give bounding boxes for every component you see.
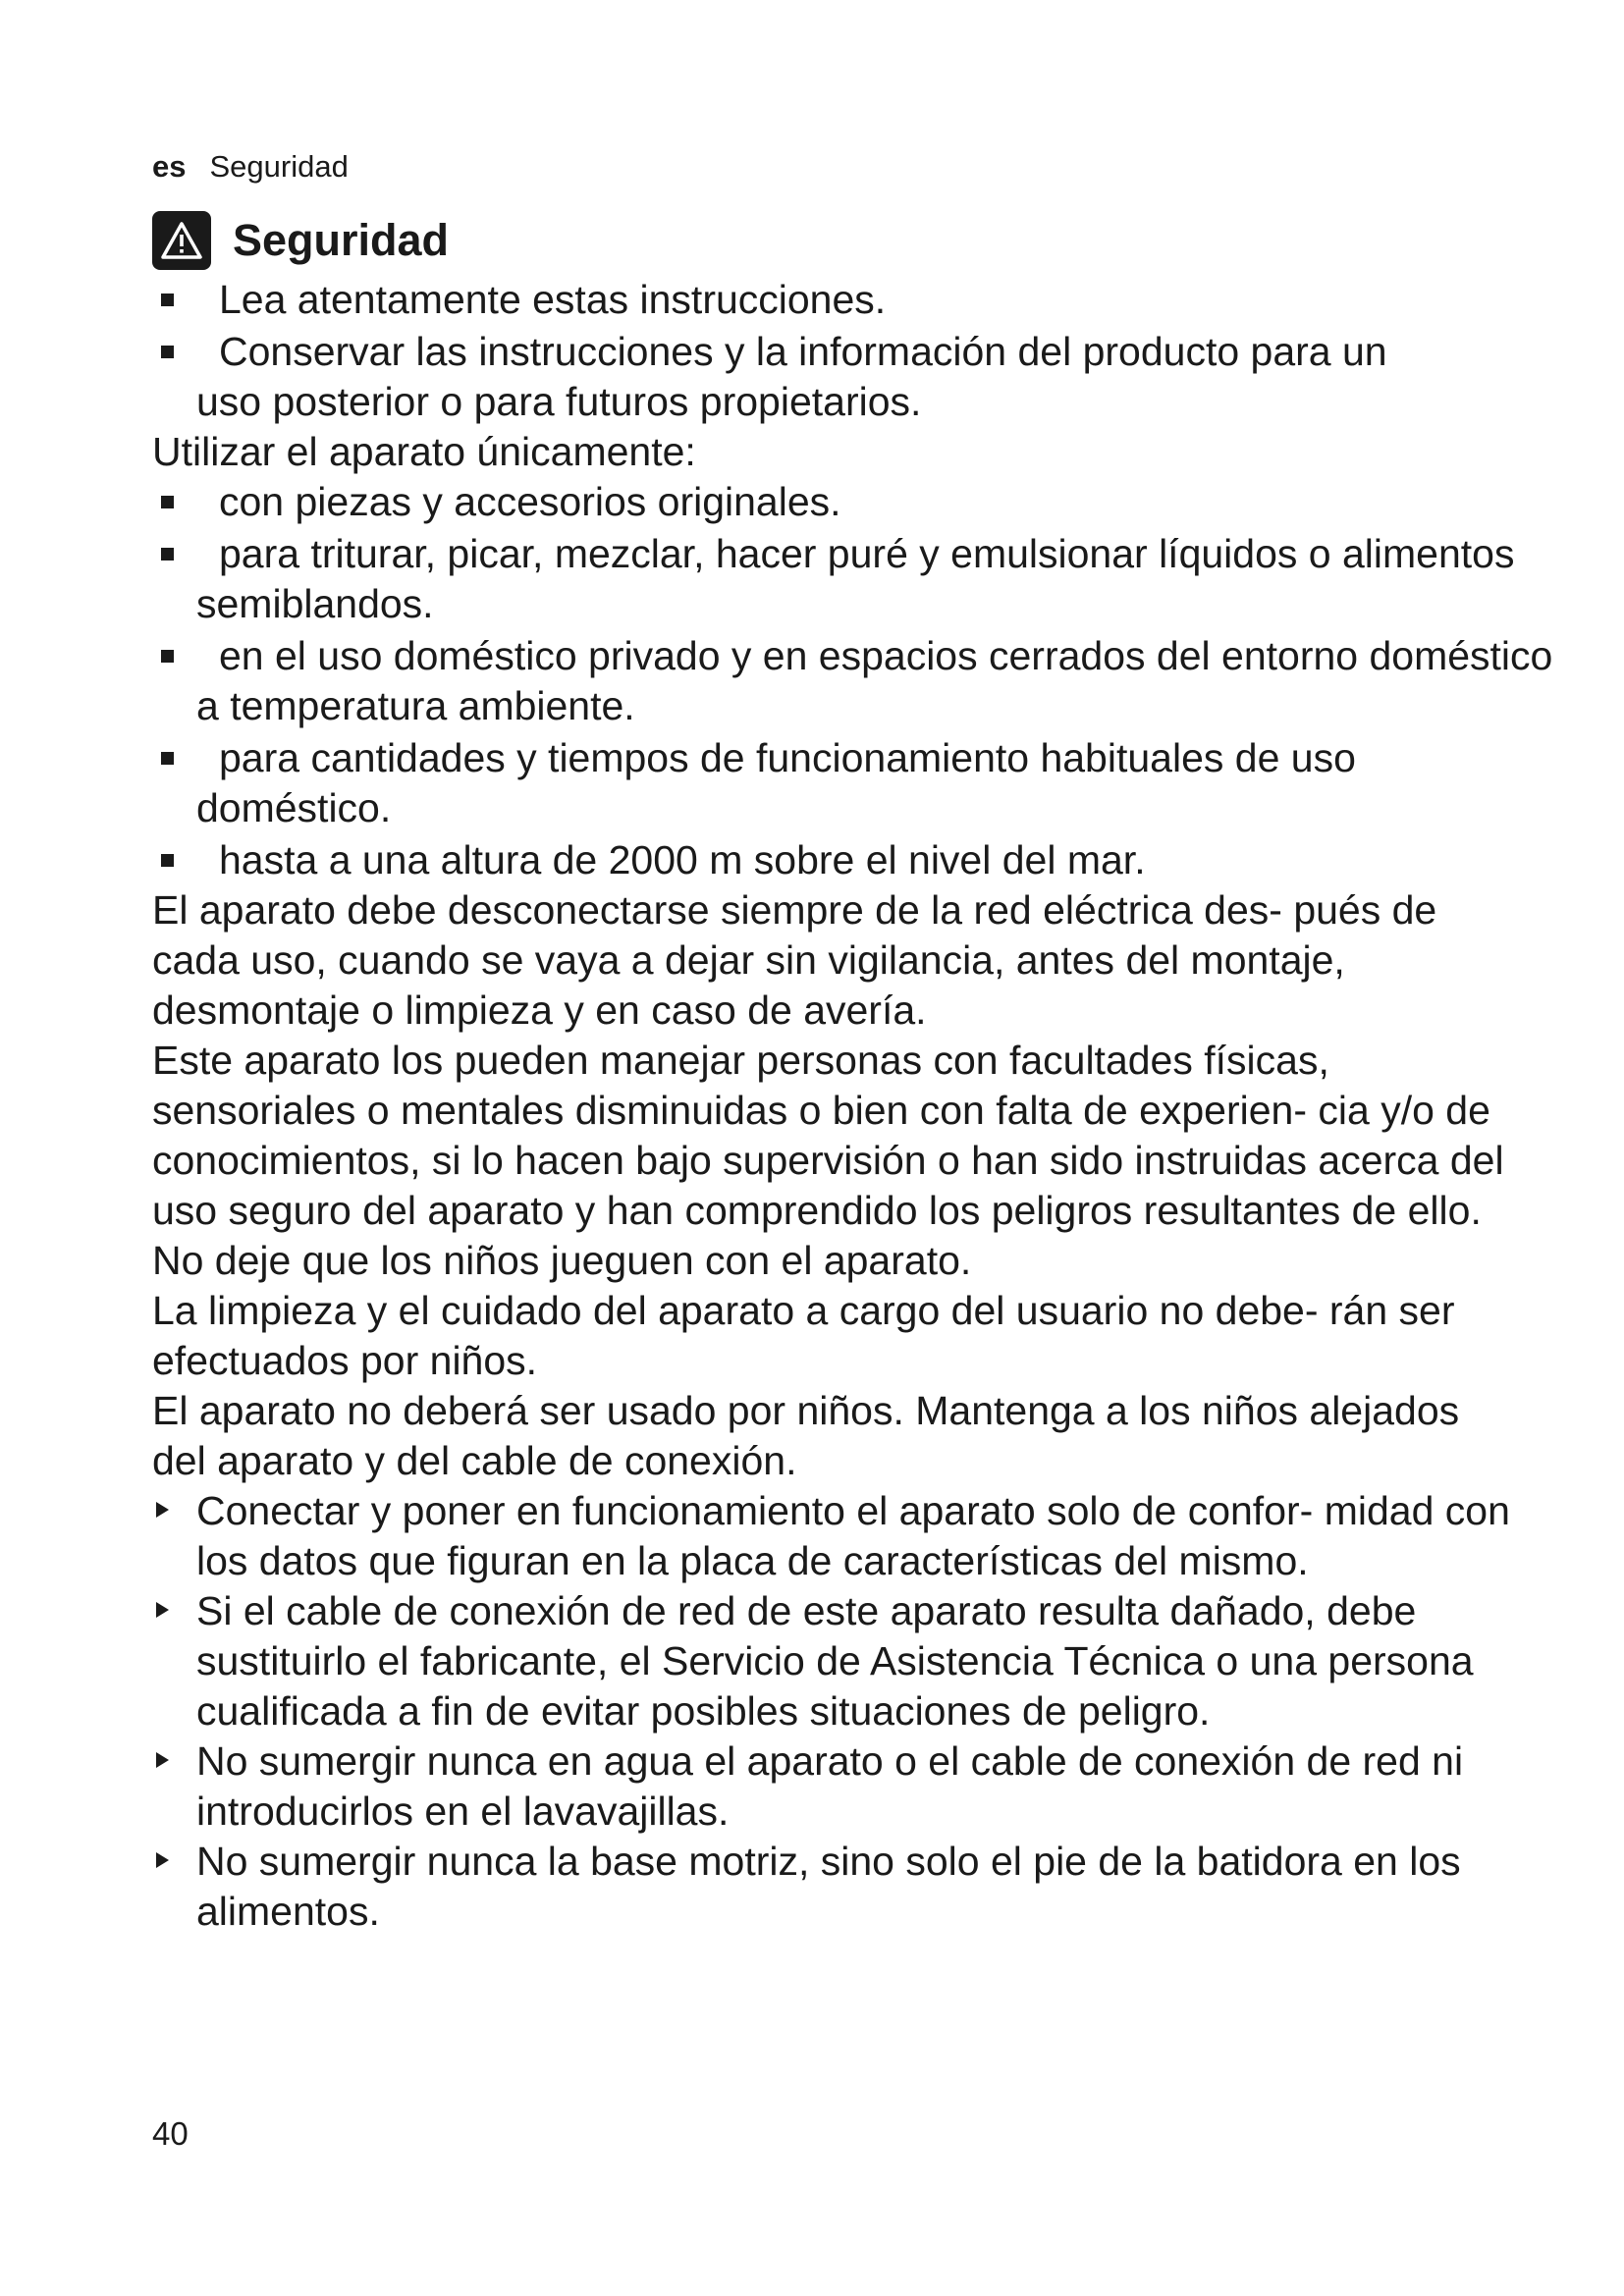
arrow-right-icon [156, 1852, 169, 1868]
list-item: con piezas y accesorios originales. [152, 477, 1527, 527]
arrow-right-icon [156, 1602, 169, 1618]
warning-triangle-icon [152, 211, 211, 270]
paragraph: El aparato debe desconectarse siempre de la red eléctrica des- pués de cada uso, cuando se vaya a dejar sin vigilancia, antes del montaje, desmontaje o limpieza y en caso de avería. [152, 887, 1437, 1033]
page-header [152, 149, 349, 185]
page-title: Seguridad [233, 215, 450, 265]
list-item: Conservar las instrucciones y la información del producto para un uso posterior o para futuros propietarios. [152, 327, 1463, 427]
square-bullet-icon [161, 346, 174, 358]
list-item: en el uso doméstico privado y en espacios cerrados del entorno doméstico a temperatura ambiente. [152, 631, 1571, 731]
square-bullet-icon [161, 650, 174, 663]
language-code: es [152, 149, 187, 184]
paragraph: La limpieza y el cuidado del aparato a cargo del usuario no debe- rán ser efectuados por niños. [152, 1288, 1455, 1383]
section-label: Seguridad [209, 149, 349, 184]
safety-content [152, 275, 1553, 1937]
square-bullet-icon [161, 294, 174, 306]
list-item: para triturar, picar, mezclar, hacer puré y emulsionar líquidos o alimentos semiblandos. [152, 529, 1542, 629]
title-row [152, 211, 449, 270]
arrow-right-icon [156, 1752, 169, 1768]
list-item: hasta a una altura de 2000 m sobre el nivel del mar. [152, 835, 1527, 885]
page-number: 40 [152, 2115, 189, 2152]
square-bullet-icon [161, 752, 174, 765]
instruction-item: Conectar y poner en funcionamiento el aparato solo de confor- midad con los datos que figuran en la placa de características del mismo. [152, 1486, 1522, 1586]
use-intro: Utilizar el aparato únicamente: [152, 429, 696, 474]
list-item: Lea atentamente estas instrucciones. [152, 275, 1527, 325]
instruction-item: Si el cable de conexión de red de este aparato resulta dañado, debe sustituirlo el fabricante, el Servicio de Asistencia Técnica o una persona cualificada a fin de evitar posibles situaciones de peligro. [152, 1586, 1542, 1736]
paragraph: El aparato no deberá ser usado por niños. Mantenga a los niños alejados del aparato y del cable de conexión. [152, 1388, 1460, 1483]
instruction-item: No sumergir nunca en agua el aparato o el cable de conexión de red ni introducirlos en el lavavajillas. [152, 1736, 1512, 1837]
paragraph: Este aparato los pueden manejar personas con facultades físicas, sensoriales o mentales disminuidas o bien con falta de experien- cia y/o de conocimientos, si lo hacen bajo supervisión o han sido instruidas acerca del uso seguro del aparato y han comprendido los peligros resultantes de ello. [152, 1038, 1504, 1233]
instruction-item: No sumergir nunca la base motriz, sino solo el pie de la batidora en los alimentos. [152, 1837, 1561, 1937]
square-bullet-icon [161, 854, 174, 867]
list-item: para cantidades y tiempos de funcionamiento habituales de uso doméstico. [152, 733, 1561, 833]
paragraph: No deje que los niños jueguen con el aparato. [152, 1238, 972, 1283]
arrow-right-icon [156, 1502, 169, 1518]
square-bullet-icon [161, 496, 174, 508]
square-bullet-icon [161, 548, 174, 561]
